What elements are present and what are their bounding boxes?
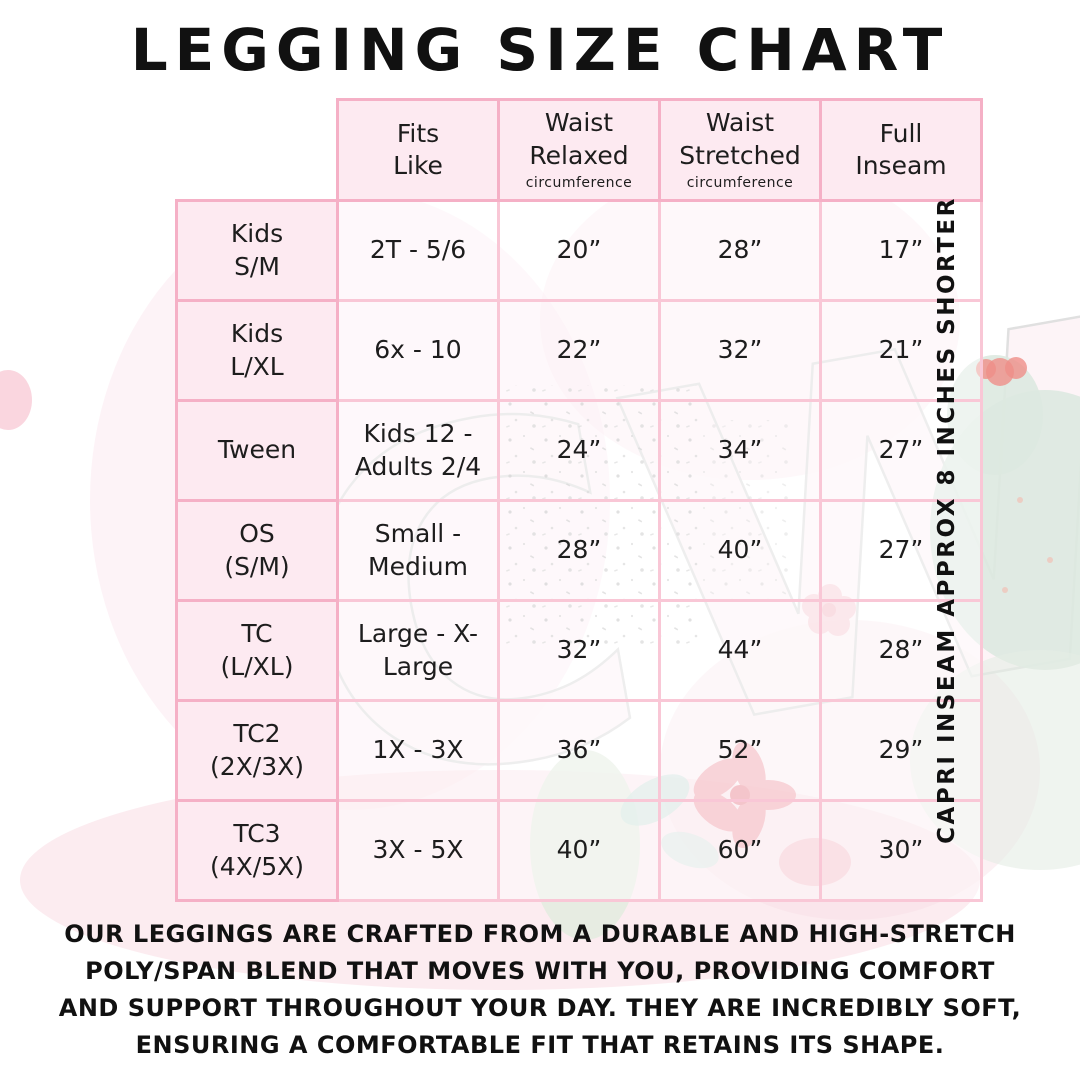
table-row (177, 301, 982, 401)
size-line: (2X/3X) (210, 751, 304, 781)
fits-like-cell: Kids 12 - Adults 2/4 (338, 401, 499, 501)
header-line: Inseam (855, 151, 947, 180)
waist-stretched-cell: 40” (660, 501, 821, 601)
size-line: (4X/5X) (210, 851, 304, 881)
column-header-fits-like (338, 100, 499, 201)
header-line: Fits (396, 118, 440, 148)
size-chart-table (175, 98, 983, 902)
full-inseam-cell: 30” (821, 801, 982, 901)
size-line: TC2 (233, 719, 281, 748)
waist-relaxed-cell: 24” (499, 401, 660, 501)
waist-relaxed-cell: 32” (499, 601, 660, 701)
waist-stretched-cell: 52” (660, 701, 821, 801)
header-line: Waist (544, 108, 614, 138)
row-size-label (177, 601, 338, 701)
waist-relaxed-cell: 28” (499, 501, 660, 601)
size-line: (S/M) (224, 551, 290, 581)
size-line: L/XL (230, 351, 284, 381)
row-size-label (177, 401, 338, 501)
fits-like-cell: 6x - 10 (338, 301, 499, 401)
page-title: LEGGING SIZE CHART (130, 16, 950, 84)
table-row (177, 501, 982, 601)
waist-relaxed-cell: 36” (499, 701, 660, 801)
full-inseam-cell: 29” (821, 701, 982, 801)
row-size-label (177, 301, 338, 401)
description-line: OUR LEGGINGS ARE CRAFTED FROM A DURABLE AND HIGH-STRETCH (64, 920, 1016, 948)
header-line: Relaxed (529, 140, 629, 170)
column-header-waist-stretched (660, 100, 821, 201)
table-row (177, 701, 982, 801)
full-inseam-cell: 17” (821, 201, 982, 301)
waist-stretched-cell: 28” (660, 201, 821, 301)
header-line: Full (879, 118, 923, 148)
waist-relaxed-cell: 20” (499, 201, 660, 301)
description-line: ENSURING A COMFORTABLE FIT THAT RETAINS ITS SHAPE. (135, 1031, 945, 1059)
fits-like-cell: 1X - 3X (338, 701, 499, 801)
size-line: TC (241, 619, 273, 648)
size-line: OS (239, 519, 275, 548)
row-size-label (177, 801, 338, 901)
size-line: S/M (234, 251, 280, 281)
table-row (177, 601, 982, 701)
header-line: Stretched (679, 140, 801, 170)
row-size-label (177, 201, 338, 301)
column-header-waist-relaxed (499, 100, 660, 201)
waist-stretched-cell: 44” (660, 601, 821, 701)
fits-like-cell: Small - Medium (338, 501, 499, 601)
full-inseam-cell: 28” (821, 601, 982, 701)
fits-like-cell: 2T - 5/6 (338, 201, 499, 301)
capri-inseam-note: CAPRI INSEAM APPROX 8 INCHES SHORTER (934, 196, 960, 844)
table-row (177, 401, 982, 501)
table-row (177, 801, 982, 901)
size-line: Kids (230, 319, 284, 348)
header-subtext: circumference (525, 175, 633, 192)
full-inseam-cell: 21” (821, 301, 982, 401)
header-subtext: circumference (686, 175, 794, 192)
waist-relaxed-cell: 40” (499, 801, 660, 901)
size-line: TC3 (233, 819, 281, 848)
full-inseam-cell: 27” (821, 401, 982, 501)
full-inseam-cell: 27” (821, 501, 982, 601)
description-line: POLY/SPAN BLEND THAT MOVES WITH YOU, PROVIDING COMFORT (85, 957, 995, 985)
table-header-row (177, 100, 982, 201)
corner-cell (177, 100, 338, 201)
header-line: Waist (705, 108, 775, 138)
description-line: AND SUPPORT THROUGHOUT YOUR DAY. THEY ARE INCREDIBLY SOFT, (58, 994, 1022, 1022)
fits-like-cell: Large - X-Large (338, 601, 499, 701)
waist-stretched-cell: 32” (660, 301, 821, 401)
size-line: Kids (230, 219, 284, 248)
waist-stretched-cell: 60” (660, 801, 821, 901)
row-size-label (177, 501, 338, 601)
fits-like-cell: 3X - 5X (338, 801, 499, 901)
waist-stretched-cell: 34” (660, 401, 821, 501)
table-row (177, 201, 982, 301)
size-line: (L/XL) (220, 651, 294, 681)
product-description (0, 916, 1080, 1064)
size-line: Tween (217, 435, 297, 465)
header-line: Like (393, 151, 443, 180)
row-size-label (177, 701, 338, 801)
waist-relaxed-cell: 22” (499, 301, 660, 401)
